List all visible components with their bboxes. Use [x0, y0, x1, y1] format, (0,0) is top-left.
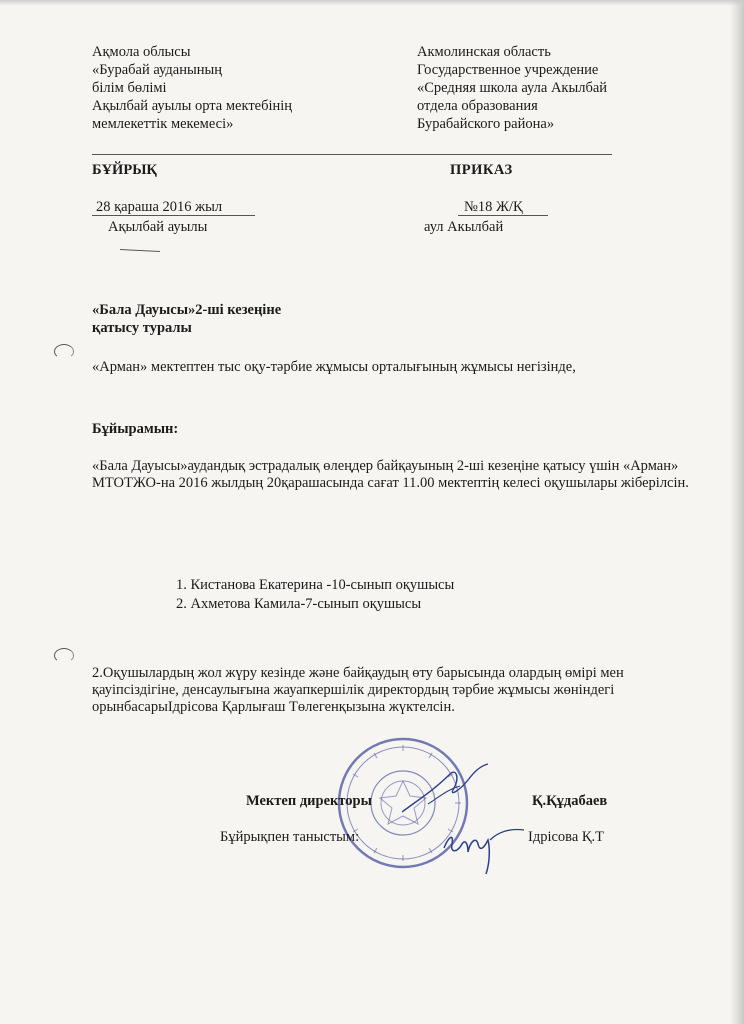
place-ru: аул Акылбай: [424, 219, 504, 235]
header-right-line4: отдела образования: [417, 98, 538, 114]
header-right-line5: Бурабайского района»: [417, 116, 555, 132]
punch-hole-bottom: [54, 648, 74, 663]
scan-shadow-right: [730, 0, 744, 1024]
punch-hole-top: [54, 344, 74, 359]
paragraph-1: «Бала Дауысы»аудандық эстрадалық өлеңдер байқауының 2-ші кезеңіне қатысу үшін «Арман» МТОТЖО-на 2016 жылдың 20қарашасында сағат 11.00 мектептің келесі оқушылары жіберілсін.: [92, 458, 689, 491]
date-underline: [92, 215, 255, 216]
student-2: 2. Ахметова Камила-7-сынып оқушысы: [176, 596, 422, 612]
header-right-line2: Государственное учреждение: [417, 62, 599, 78]
header-left-line4: Ақылбай ауылы орта мектебінің: [92, 98, 293, 114]
scan-shadow-top: [0, 0, 744, 6]
order-number: №18 Ж/Қ: [464, 199, 523, 215]
subject-line2: қатысу туралы: [92, 320, 192, 336]
student-1: 1. Кистанова Екатерина -10-сынып оқушысы: [176, 577, 455, 593]
director-signature-icon: [398, 760, 498, 820]
order-title-ru: ПРИКАЗ: [450, 162, 513, 178]
order-date: 28 қараша 2016 жыл: [96, 199, 223, 215]
header-divider: [92, 154, 612, 155]
subject-line1: «Бала Дауысы»2-ші кезеңіне: [92, 302, 282, 318]
place-kz: Ақылбай ауылы: [108, 219, 208, 235]
command-word: Бұйырамын:: [92, 421, 179, 437]
header-right-line1: Акмолинская область: [417, 44, 551, 60]
paragraph-2: 2.Оқушылардың жол жүру кезінде және байқаудың өту барысында олардың өмірі мен қауіпсіздігіне, денсаулығына жауапкершілік директордың тәрбие жұмысы жөніндегі орынбасарыІдрісова Қарлығаш Төлегенқызына жүктелсін.: [92, 665, 624, 715]
header-left-line1: Ақмола облысы: [92, 44, 191, 60]
familiar-name: Ідрісова Қ.Т: [528, 829, 605, 845]
number-underline: [458, 215, 548, 216]
director-name: Қ.Құдабаев: [532, 793, 608, 809]
header-left-line5: мемлекеттік мекемесі»: [92, 116, 234, 132]
basis-text: «Арман» мектептен тыс оқу-тәрбие жұмысы орталығының жұмысы негізінде,: [92, 359, 576, 375]
familiar-label: Бұйрықпен таныстым:: [220, 829, 360, 845]
header-left-line2: «Бурабай ауданының: [92, 62, 222, 78]
header-left-line3: білім бөлімі: [92, 80, 167, 96]
director-label: Мектеп директоры: [246, 793, 372, 809]
familiar-signature-icon: [438, 818, 530, 878]
place-scribble: [120, 249, 160, 252]
header-right-line3: «Средняя школа аула Акылбай: [417, 80, 608, 96]
order-title-kz: БҰЙРЫҚ: [92, 162, 157, 178]
